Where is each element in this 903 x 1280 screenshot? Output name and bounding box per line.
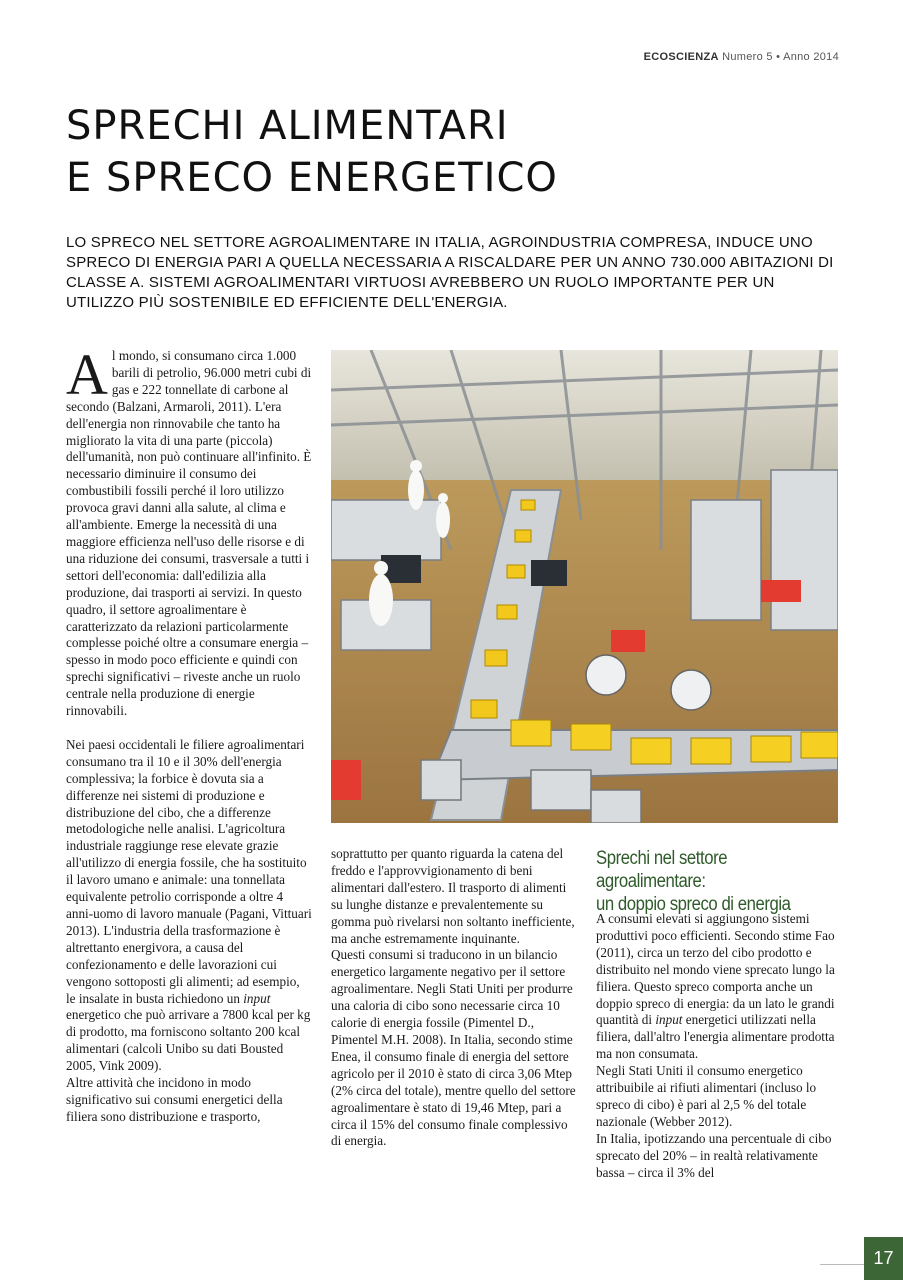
text-column-1 — [66, 342, 312, 1126]
paragraph-text: A consumi elevati si aggiungono sistemi produttivi poco efficienti. Secondo stime Fao (2011), circa un terzo del cibo prodotto e distribuito nel mondo viene sprecato lungo la filiera. Questo spreco comporta anche un doppio spreco di energia: da un lato le grandi quantità di — [596, 911, 835, 1028]
italic-term: input — [655, 1012, 683, 1028]
sidebar-heading-line-2: un doppio spreco di energia — [596, 894, 791, 915]
paragraph-other-activities: Altre attività che incidono in modo significativo sui consumi energetici della filiera sono distribuzione e trasporto, — [66, 1075, 283, 1124]
paragraph-text: Nei paesi occidentali le filiere agroalimentari consumano tra il 10 e il 30% dell'energia complessiva; la forbice è dovuta sia a differenze nei sistemi di produzione e distribuzione del cibo, che a differenze metodologiche nelle analisi. L'agricoltura industriale raggiunge rese elevate grazie all'utilizzo di energia fossile, che ha sostituito il lavoro umano e animale: una tonnellata equivalente petrolio corrisponde a oltre 4 anni-uomo di lavoro manuale (Pagani, Vittuari 2013). L'industria della trasformazione è altrettanto energivora, a causa del confezionamento e delle lavorazioni cui vengono sottoposti gli alimenti; ad esempio, le insalate in busta richiedono un — [66, 736, 312, 1006]
intro-text: l mondo, si consumano circa 1.000 barili di petrolio, 96.000 metri cubi di gas e 222 tonnellate di carbone al secondo (Balzani, Armaroli, 2011). L'era dell'energia non rinnovabile che tanto ha migliorato la vita di una parte (piccola) dell'umanità, non può continuare all'infinito. È necessario diminuire il consumo dei combustibili fossili perché il loro utilizzo provoca gravi danni alla salute, al clima e all'ambiente. Emerge la necessità di una maggiore efficienza nell'uso delle risorse e di una riduzione dei consumi, trasversale a tutti i settori dell'economia: dall'edilizia alla produzione, dai trasporti ai servizi. In questo quadro, il settore agroalimentare è caratterizzato da relazioni particolarmente complesse poiché oltre a consumare energia – spesso in modo poco efficiente e quindi con sprechi significativi – riveste anche un ruolo centrale nella produzione di energie rinnovabili. — [66, 348, 312, 719]
paragraph-western-countries — [66, 737, 312, 1075]
article-lead: LO SPRECO NEL SETTORE AGROALIMENTARE IN ITALIA, AGROINDUSTRIA COMPRESA, INDUCE UNO SPRECO DI ENERGIA PARI A QUELLA NECESSARIA A RISCALDARE PER UN ANNO 730.000 ABITAZIONI DI CLASSE A. SISTEMI AGROALIMENTARI VIRTUOSI AVREBBERO UN RUOLO IMPORTANTE PER UN UTILIZZO PIÙ SOSTENIBILE ED EFFICIENTE DELL'ENERGIA. — [66, 234, 834, 311]
running-header — [644, 51, 839, 63]
text-column-2 — [331, 846, 577, 1150]
article-title — [66, 100, 558, 204]
drop-cap: A — [66, 342, 108, 407]
factory-photo — [331, 350, 838, 823]
paragraph-fao — [596, 911, 842, 1063]
title-line-2: E SPRECO ENERGETICO — [66, 155, 558, 201]
text-column-3 — [596, 911, 842, 1182]
paragraph-usa: Negli Stati Uniti il consumo energetico attribuibile ai rifiuti alimentari (incluso lo spreco di cibo) è pari al 2,5 % del totale nazionale (Webber 2012). — [596, 1063, 817, 1129]
page-number: 17 — [864, 1237, 903, 1280]
paragraph-energy-balance: Questi consumi si traducono in un bilancio energetico largamente negativo per il settore agroalimentare. Negli Stati Uniti per produrre una caloria di cibo sono necessarie circa 10 calorie di energia fossile (Pimentel D., Pimentel M.H. 2008). In Italia, secondo stime Enea, il consumo finale di energia del settore agricolo per il 2010 è stato di circa 3,06 Mtep (2% circa del totale), mentre quello del settore agroalimentare è stato di 19,46 Mtep, pari a circa il 15% del consumo finale complessivo di energia. — [331, 947, 576, 1149]
sidebar-heading-line-1: Sprechi nel settore agroalimentare: — [596, 848, 728, 892]
title-line-1: SPRECHI ALIMENTARI — [66, 103, 509, 149]
paragraph-text: energetico che può arrivare a 7800 kcal per kg di prodotto, ma forniscono soltanto 200 kcal alimentari (calcoli Unibo su dati Bousted 2005, Vink 2009). — [66, 1007, 311, 1074]
italic-term: input — [243, 990, 271, 1006]
issue-info: Numero 5 • Anno 2014 — [722, 51, 839, 63]
sidebar-heading — [596, 847, 816, 916]
paragraph-text: energetici utilizzati nella filiera, dall'altro l'energia alimentare prodotta ma non consumata. — [596, 1012, 835, 1062]
paragraph-intro — [66, 342, 312, 720]
paragraph-transport: soprattutto per quanto riguarda la catena del freddo e l'approvvigionamento di beni alimentari dall'estero. Il trasporto di alimenti su lunghe distanze e prevalentemente su gomma può rivelarsi non soltanto inefficiente, ma anche estremamente inquinante. — [331, 846, 575, 946]
magazine-name: ECOSCIENZA — [643, 51, 719, 63]
footer-rule — [820, 1264, 864, 1265]
paragraph-italy: In Italia, ipotizzando una percentuale di cibo sprecato del 20% – in realtà relativamente bassa – circa il 3% del — [596, 1130, 832, 1180]
food-factory-illustration — [331, 350, 838, 823]
